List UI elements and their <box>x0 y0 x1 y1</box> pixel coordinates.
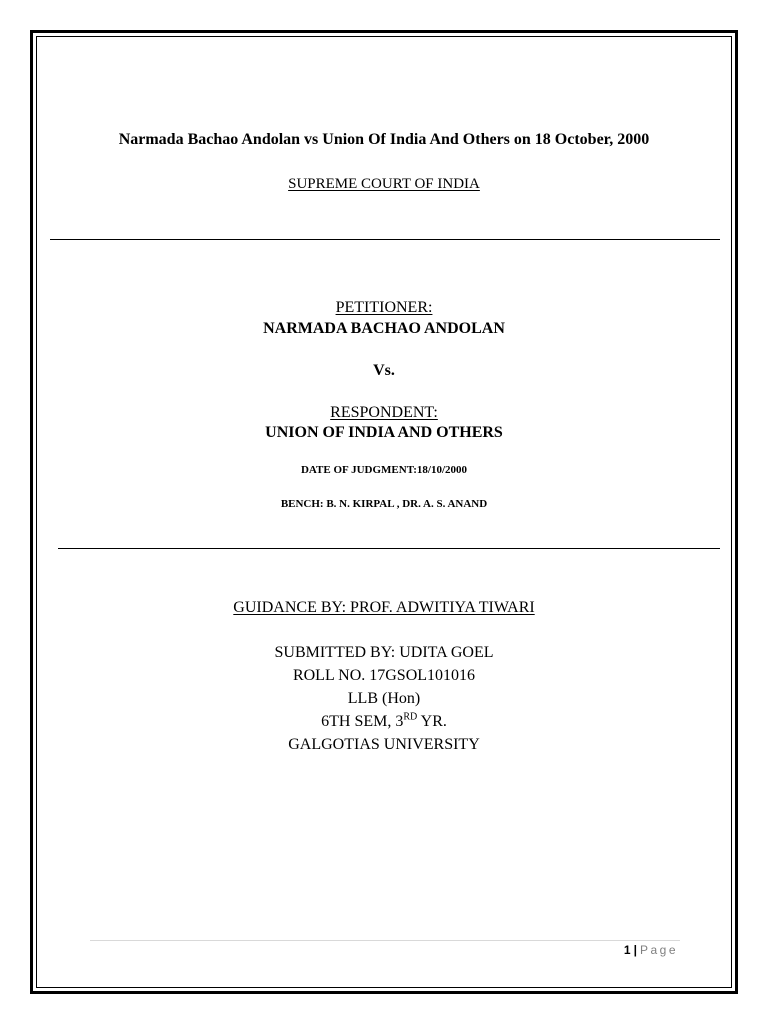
date-of-judgment: DATE OF JUDGMENT:18/10/2000 <box>300 464 467 476</box>
submitted-by: SUBMITTED BY: UDITA GOEL <box>274 644 494 661</box>
course: LLB (Hon) <box>347 690 421 707</box>
page-separator: | <box>633 943 637 957</box>
divider-top <box>50 239 720 240</box>
page-footer <box>624 943 678 957</box>
semester-suffix: YR. <box>417 713 447 730</box>
footer-rule <box>90 940 680 941</box>
versus-label: Vs. <box>373 362 395 379</box>
semester <box>0 713 768 731</box>
page-word: Page <box>639 943 678 957</box>
petitioner-name: NARMADA BACHAO ANDOLAN <box>263 320 505 337</box>
page-number: 1 <box>623 943 631 957</box>
guidance-by: GUIDANCE BY: PROF. ADWITIYA TIWARI <box>233 599 535 616</box>
semester-superscript: RD <box>403 711 418 723</box>
roll-number: ROLL NO. 17GSOL101016 <box>292 667 476 684</box>
university: GALGOTIAS UNIVERSITY <box>288 736 480 753</box>
bench: BENCH: B. N. KIRPAL , DR. A. S. ANAND <box>280 498 488 510</box>
petitioner-label: PETITIONER: <box>335 299 433 316</box>
respondent-label: RESPONDENT: <box>330 404 438 421</box>
respondent-name: UNION OF INDIA AND OTHERS <box>265 424 503 441</box>
divider-bottom <box>58 548 720 549</box>
semester-prefix: 6TH SEM, 3 <box>321 713 404 730</box>
case-title: Narmada Bachao Andolan vs Union Of India And Others on 18 October, 2000 <box>118 131 650 148</box>
court-name: SUPREME COURT OF INDIA <box>288 176 480 192</box>
